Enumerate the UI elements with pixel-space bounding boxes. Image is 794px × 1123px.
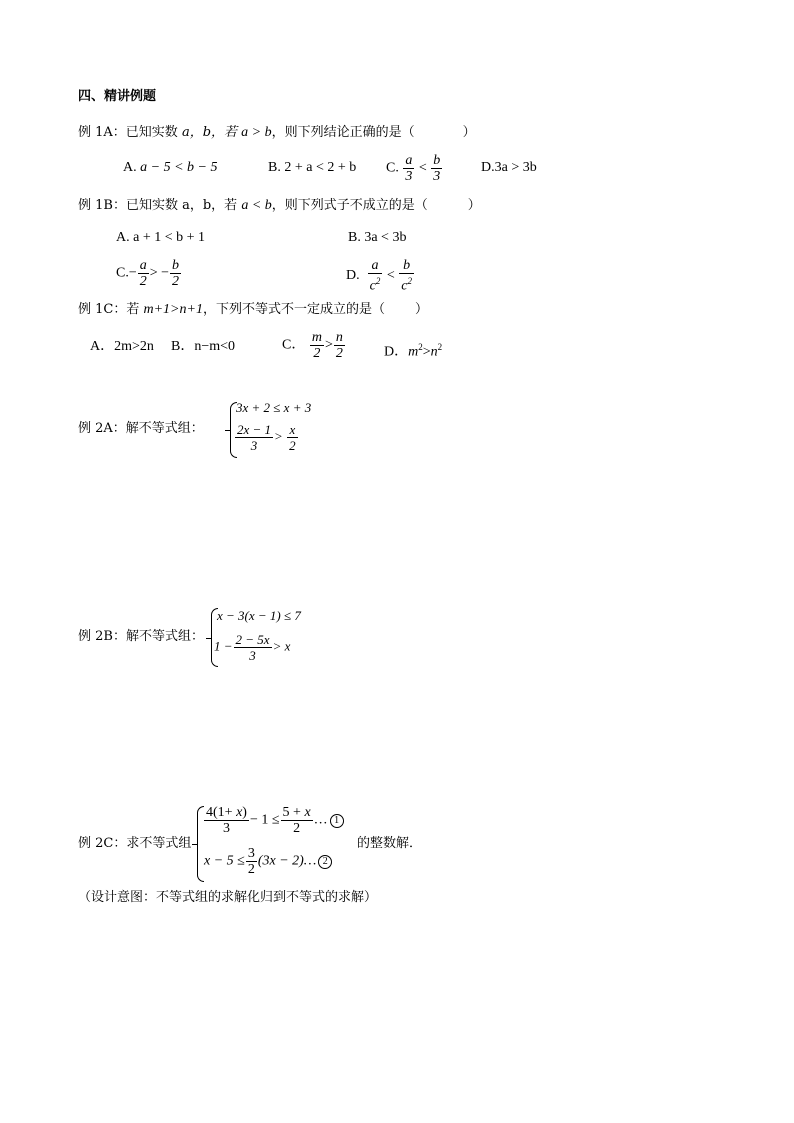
ex1a-query: ，则下列结论正确的是（ [271,125,415,140]
ex1a-label: 例 1A：已知实数 [78,125,178,140]
ex1c-option-d: D．$m^2>n^2$ [384,342,443,360]
circled-two-marker: 2 [318,855,332,869]
ex1c-option-a: A．2m>2n [90,339,154,354]
ex1a-option-d: D.3a > 3b [481,160,537,175]
fraction-a-over-2: $\frac{a}{2}$ [139,258,147,289]
section-title: 四、精讲例题 [78,89,157,104]
fraction-b-over-3: $\frac{b}{3}$ [433,153,441,184]
ex2c-tail: 的整数解． [357,836,423,851]
fraction-m-over-2: $\frac{m}{2}$ [311,330,322,361]
ex2b-line2: 1 − $\frac{2 - 5x}{3}$ > x [214,632,291,663]
ex1a-vars: a，b，若 [181,125,238,140]
fraction-n-over-2: $\frac{n}{2}$ [335,330,343,361]
ex1c-close: ） [414,302,428,317]
fraction-2x-1-over-3: $\frac{2x - 1}{3}$ [237,422,272,453]
ex1c-label: 例 1C：若 [78,302,140,317]
ex2c-line2: x − 5 ≤ $\frac{3}{2}$ (3x − 2)… 2 [204,846,332,877]
fraction-b-over-2: $\frac{b}{2}$ [172,258,180,289]
ex1b-condition: a < b [241,198,272,213]
example-1a-question [78,125,476,141]
design-intent-note: （设计意图：不等式组的求解化归到不等式的求解） [78,890,378,905]
fraction-b-over-c2: $\frac{b}{c^2}$ [401,258,412,294]
ex1b-query: ，则下列式子不成立的是（ [271,198,428,213]
example-2c-label: 例 2C：求不等式组 [78,836,192,851]
ex1a-option-a-expr: a − 5 < b − 5 [140,160,218,175]
example-2a-label: 例 2A：解不等式组： [78,421,204,436]
fraction-4-1px-over-3: $\frac{4(1+ x)}{3}$ [206,805,247,836]
ex1c-option-c: C． $\frac{m}{2}$ > $\frac{n}{2}$ [282,330,343,361]
ex2c-line1: $\frac{4(1+ x)}{3}$ − 1 ≤ $\frac{5 + x}{2}$ … 1 [203,805,344,836]
ex2a-line1: 3x + 2 ≤ x + 3 [236,400,312,415]
ex1a-option-a: A. a − 5 < b − 5 [123,160,218,175]
ex1a-condition: a > b [241,125,272,140]
fraction-x-over-2: $\frac{x}{2}$ [289,422,296,453]
fraction-a-over-3: $\frac{a}{3}$ [405,153,413,184]
ex1b-option-b: B. 3a < 3b [348,230,407,245]
ex2a-line2: $\frac{2x - 1}{3}$ > $\frac{x}{2}$ [237,422,296,453]
ex2b-line1: x − 3(x − 1) ≤ 7 [217,608,301,623]
fraction-5px-over-2: $\frac{5 + x}{2}$ [282,805,311,836]
ex1b-close: ） [467,198,481,213]
circled-one-marker: 1 [330,814,344,828]
ex1a-option-b: B. 2 + a < 2 + b [268,160,357,175]
ex1c-condition: m+1>n+1 [143,302,203,317]
fraction-3-over-2: $\frac{3}{2}$ [247,846,255,877]
example-2b-label: 例 2B：解不等式组： [78,629,204,644]
fraction-2-5x-over-3: $\frac{2 - 5x}{3}$ [235,632,270,663]
example-1c-question [78,302,428,318]
ex1a-option-c: C. $\frac{a}{3}$ < $\frac{b}{3}$ [386,153,441,184]
ex1b-option-c: C.− $\frac{a}{2}$ > − $\frac{b}{2}$ [116,258,180,289]
ex1c-query: ，下列不等式不一定成立的是（ [202,302,385,317]
ex1b-label: 例 1B：已知实数 a，b，若 [78,198,238,213]
example-1b-question [78,198,481,214]
fraction-a-over-c2: $\frac{a}{c^2}$ [369,258,381,294]
ex1a-close: ） [462,125,476,140]
ex1b-option-a: A. a + 1 < b + 1 [116,230,206,245]
ex1b-option-d: D. $\frac{a}{c^2}$ < $\frac{b}{c^2}$ [346,258,412,294]
ex1c-option-b: B．n−m<0 [171,339,236,354]
